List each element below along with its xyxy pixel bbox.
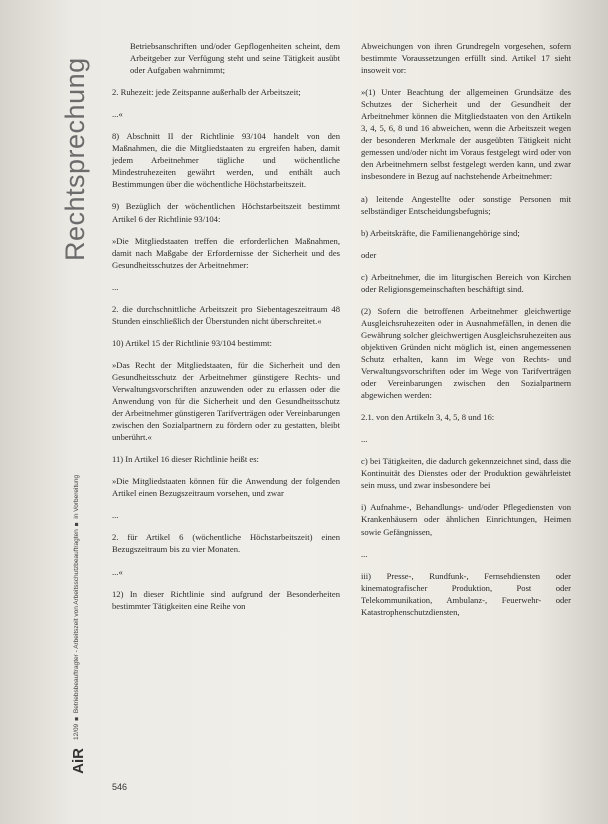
- paragraph: i) Aufnahme-, Behandlungs- und/oder Pflegediensten von Krankenhäusern oder ähnlichen Einrichtungen, Heimen sowie Gefängnissen,: [361, 502, 571, 537]
- right-column: [361, 40, 571, 628]
- paragraph: Abweichungen von ihren Grundregeln vorgesehen, sofern bestimmte Voraussetzungen erfüllt sind. Artikel 17 sieht insoweit vor:: [361, 41, 571, 76]
- issue-line: 12/09 ■ Betriebsbeauftragter - Arbeitszeit von Arbeitsschutzbeauftragten ■ in Vorbereitung: [73, 474, 80, 740]
- paragraph: 10) Artikel 15 der Richtlinie 93/104 bestimmt:: [112, 337, 272, 348]
- paragraph: 2. die durchschnittliche Arbeitszeit pro Siebentageszeitraum 48 Stunden einschließlich der Überstunden nicht überschreitet.«: [112, 303, 340, 326]
- journal-logo: AiR: [70, 748, 87, 774]
- left-column: [112, 40, 340, 622]
- section-title: Rechtsprechung: [60, 57, 90, 261]
- paragraph: 2. Ruhezeit: jede Zeitspanne außerhalb der Arbeitszeit;: [112, 87, 301, 98]
- side-margin: [58, 8, 100, 820]
- paragraph: »(1) Unter Beachtung der allgemeinen Grundsätze des Schutzes der Sicherheit und der Gesundheit der Arbeitnehmer können die Mitgliedstaaten von den Artikeln 3, 4, 5, 6, 8 und 16 abweichen, wenn die Arbeitszeit wegen der besonderen Merkmale der ausgeübten Tätigkeit nicht gemessen und/oder nicht im Voraus festgelegt wird oder von den Arbeitnehmern selbst festgelegt werden kann, und zwar insbesondere in Bezug auf nachstehende Arbeitnehmer:: [361, 87, 571, 182]
- paragraph: ...: [361, 434, 368, 445]
- paragraph: a) leitende Angestellte oder sonstige Personen mit selbständiger Entscheidungsbefugnis;: [361, 193, 571, 216]
- paragraph: »Die Mitgliedstaaten können für die Anwendung der folgenden Artikel einen Bezugszeitraum vorsehen, und zwar: [112, 476, 340, 499]
- paragraph: oder: [361, 249, 377, 260]
- paragraph: 2.1. von den Artikeln 3, 4, 5, 8 und 16:: [361, 412, 495, 423]
- paragraph: »Das Recht der Mitgliedstaaten, für die Sicherheit und den Gesundheitsschutz der Arbeitnehmer günstigere Rechts- und Verwaltungsvorschriften anzuwenden oder zu erlassen oder die Anwendung von für die Sicherheit und den Gesundheitsschutz der Arbeitnehmer günstigeren Tarifverträgen oder Vereinbarungen zwischen den Sozialpartnern zu fördern oder zu gestatten, bleibt unberührt.«: [112, 359, 340, 443]
- paragraph: 2. für Artikel 6 (wöchentliche Höchstarbeitszeit) einen Bezugszeitraum bis zu vier Monaten.: [112, 532, 340, 555]
- paragraph: ...: [112, 281, 119, 292]
- paragraph: 8) Abschnitt II der Richtlinie 93/104 handelt von den Maßnahmen, die die Mitgliedstaaten zu ergreifen haben, damit jedem Arbeitnehmer tägliche und wöchentliche Mindestruhezeiten gewährt werden, und enthält auch Bestimmungen über die wöchentliche Höchstarbeitszeit.: [112, 131, 340, 190]
- paragraph: ...: [112, 510, 119, 521]
- paragraph: »Die Mitgliedstaaten treffen die erforderlichen Maßnahmen, damit nach Maßgabe der Erfordernisse der Sicherheit und des Gesundheitsschutzes der Arbeitnehmer:: [112, 235, 340, 270]
- paragraph: 9) Bezüglich der wöchentlichen Höchstarbeitszeit bestimmt Artikel 6 der Richtlinie 93/104:: [112, 201, 340, 224]
- paragraph: ...: [361, 548, 368, 559]
- paragraph: 12) In dieser Richtlinie sind aufgrund der Besonderheiten bestimmter Tätigkeiten eine Reihe von: [112, 588, 340, 611]
- paragraph: Betriebsanschriften und/oder Gepflogenheiten scheint, dem Arbeitgeber zur Verfügung steht und seine Tätigkeit ausübt oder Aufgaben wahrnimmt;: [130, 41, 340, 76]
- paragraph: ...«: [112, 109, 123, 120]
- paragraph: (2) Sofern die betroffenen Arbeitnehmer gleichwertige Ausgleichsruhezeiten oder in Ausnahmefällen, in denen die Gewährung solcher gleichwertigen Ausgleichsruhezeiten aus objektiven Gründen nicht möglich ist, einen angemessenen Schutz erhalten, kann im Wege von Rechts- und Verwaltungsvorschriften oder im Wege von Tarifverträgen oder Vereinbarungen zwischen den Sozialpartnern abgewichen werden:: [361, 305, 571, 401]
- paragraph: b) Arbeitskräfte, die Familienangehörige sind;: [361, 227, 520, 238]
- paragraph: iii) Presse-, Rundfunk-, Fernsehdiensten oder kinematografischer Produktion, Post oder Telekommunikation, Ambulanz-, Feuerwehr- oder Katastrophenschutzdiensten,: [361, 570, 571, 617]
- paragraph: 11) In Artikel 16 dieser Richtlinie heißt es:: [112, 454, 259, 465]
- paragraph: c) Arbeitnehmer, die im liturgischen Bereich von Kirchen oder Religionsgemeinschaften beschäftigt sind.: [361, 271, 571, 294]
- paragraph: ...«: [112, 566, 123, 577]
- page-number: 546: [112, 782, 128, 792]
- paragraph: c) bei Tätigkeiten, die dadurch gekennzeichnet sind, dass die Kontinuität des Dienstes oder der Produktion gewährleistet sein muss, und zwar insbesondere bei: [361, 456, 571, 491]
